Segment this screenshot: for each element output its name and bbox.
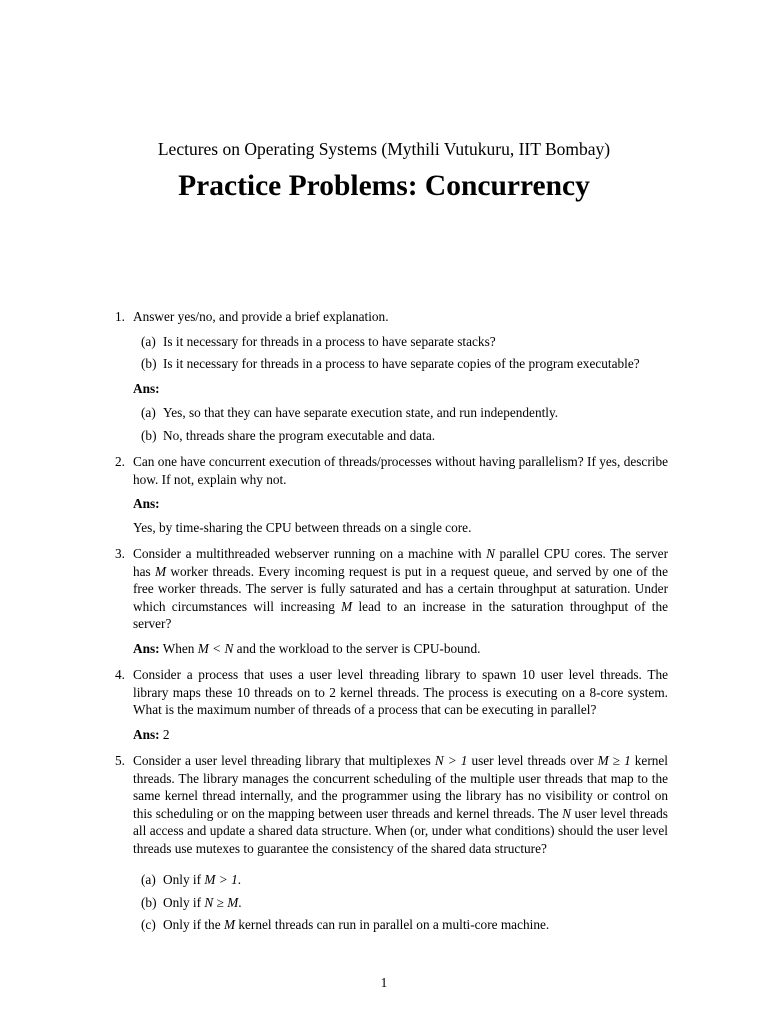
math-expr: N > 1 [434,753,468,768]
answer-block [133,495,668,513]
answer-block [133,380,668,398]
problem-number: 1. [115,309,125,324]
problem-5 [115,752,668,934]
part-text: Yes, so that they can have separate execution state, and run independently. [163,405,559,420]
question-part [141,355,668,373]
option-item: (c) Only if the M kernel threads can run in parallel on a multi-core machine. [141,917,550,932]
math-var: N [562,805,572,821]
option-label: (b) [141,894,157,910]
option-item: (a) Only if M > 1. [141,872,242,887]
option-list [133,871,668,934]
math-var: M [155,563,167,579]
part-label: (b) [141,356,157,371]
part-text: Is it necessary for threads in a process to have separate copies of the program executable? [163,356,640,371]
math-var: N [486,546,495,561]
answer-parts [133,404,668,444]
answer-part [141,427,668,445]
answer-label: Ans: [133,380,160,396]
problem-question: Consider a multithreaded webserver running on a machine with N parallel CPU cores. The server has M worker threads. Every incoming request is put in a request queue, and served by one of the free worker threads. The server is fully saturated and has a certain throughput at saturation. Under which circumstances will increasing M lead to an increase in the saturation throughput of the server? [133,546,668,631]
problem-list [115,308,668,943]
part-label: (b) [141,427,157,443]
question-parts [133,333,668,373]
answer-block: Ans: When M < N and the workload to the server is CPU-bound. [133,640,481,656]
option-item: (b) Only if N ≥ M. [141,894,242,910]
page-title: Practice Problems: Concurrency [178,170,590,202]
answer-text: 2 [159,726,170,742]
part-text: No, threads share the program executable and data. [163,427,436,443]
answer-label: Ans: [133,726,160,742]
question-part [141,333,668,351]
answer-label: Ans: [133,640,160,656]
problem-number: 3. [115,546,125,561]
problem-number: 4. [115,667,125,682]
option-label: (a) [141,872,156,887]
answer-label: Ans: [133,496,160,511]
math-expr: N ≥ M [204,894,239,910]
math-expr: M > 1 [204,872,238,887]
part-label: (a) [141,405,156,420]
answer-block [133,726,668,744]
math-expr: M ≥ 1 [597,753,631,768]
problem-number: 2. [115,454,125,469]
problem-number: 5. [115,753,125,768]
problem-1 [115,308,668,444]
problem-3 [115,545,668,657]
part-text: Is it necessary for threads in a process to have separate stacks? [163,333,496,349]
problem-question: Answer yes/no, and provide a brief explanation. [133,309,389,324]
option-label: (c) [141,917,156,932]
problem-question: Consider a user level threading library that multiplexes N > 1 user level threads over M ≥ 1 kernel threads. The library manages the concurrent scheduling of the multiple user threads that map to the same kernel thread internally, and the programmer using the library has no visibility or control on this scheduling or on the mapping between user threads and kernel threads. The N user level threads all access and update a shared data structure. When (or, under what conditions) should the user level threads use mutexes to guarantee the consistency of the shared data structure? [133,753,668,856]
math-expr: M < N [197,640,234,656]
page-number: 1 [380,975,388,990]
math-var: M [341,598,353,614]
answer-text: Yes, by time-sharing the CPU between threads on a single core. [133,519,472,535]
lecture-subtitle: Lectures on Operating Systems (Mythili Vutukuru, IIT Bombay) [157,139,611,159]
answer-part [141,404,668,422]
problem-question: Consider a process that uses a user level threading library to spawn 10 user level threads. The library maps these 10 threads on to 2 kernel threads. The process is executing on a 8-core system. What is the maximum number of threads of a process that can be executing in parallel? [133,667,668,717]
problem-2 [115,453,668,536]
problem-question: Can one have concurrent execution of threads/processes without having parallelism? If yes, describe how. If not, explain why not. [133,454,668,487]
math-var: M [223,917,236,932]
part-label: (a) [141,333,156,349]
problem-4 [115,666,668,743]
